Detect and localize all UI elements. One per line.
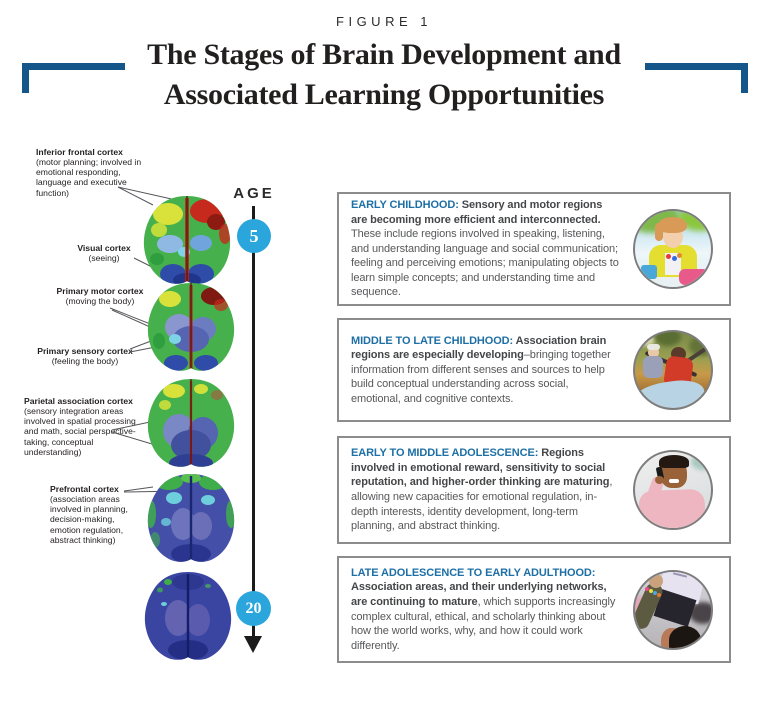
label-name: Primary sensory cortex	[37, 346, 133, 356]
photo-detail	[669, 479, 679, 483]
label-parietal-association-cortex	[24, 396, 138, 457]
label-name: Primary motor cortex	[56, 286, 144, 296]
stage-heading: MIDDLE TO LATE CHILDHOOD:	[351, 334, 514, 347]
brain-scan-age5	[136, 194, 238, 284]
stage-body: These include regions involved in speaking, listening, and understanding language and social communication; feeling and perceiving emotions; manipulating objects to learn simple concepts; and understanding time and sequence.	[351, 228, 619, 299]
photo-detail	[672, 256, 677, 261]
photo-canoeing	[633, 330, 713, 410]
stage-box-early-childhood	[337, 192, 731, 306]
stage-text	[351, 446, 621, 533]
title-bracket-right-corner	[741, 63, 748, 93]
stage-emphasis: Regions involved in emotional reward, sensitivity to social reputation, and higher-order thinking are maturing	[351, 447, 610, 489]
photo-detail	[641, 265, 657, 279]
figure-title	[84, 35, 684, 115]
photo-detail	[659, 455, 689, 468]
label-description: (association areas involved in planning, decision-making, emotion regulation, abstract thinking)	[50, 494, 128, 545]
photo-detail	[679, 269, 709, 285]
label-primary-motor-cortex	[52, 286, 148, 306]
label-name: Prefrontal cortex	[50, 484, 119, 494]
title-bracket-right	[645, 63, 748, 70]
brain-scan-age20	[137, 570, 239, 660]
figure-title-line2: Associated Learning Opportunities	[163, 78, 605, 111]
brain-scan-age16	[140, 472, 242, 562]
stage-emphasis: Association brain regions are especially developing	[351, 334, 607, 362]
photo-detail	[669, 626, 701, 650]
photo-detail	[655, 476, 664, 484]
label-description: (moving the body)	[65, 296, 135, 307]
label-primary-sensory-cortex	[34, 346, 136, 366]
photo-detail	[633, 377, 707, 410]
label-description: (motor planning; involved in emotional responding, language and executive function)	[36, 157, 142, 198]
stage-body: –bringing together information from different senses and sources to help build conceptual understanding across social, emotional, and cognitive contexts.	[351, 349, 611, 405]
stage-text	[351, 566, 621, 653]
age-marker-5: 5	[237, 219, 271, 253]
brain-scan-age12	[140, 377, 242, 467]
age-marker-20: 20	[236, 591, 271, 626]
label-prefrontal-cortex	[50, 484, 140, 545]
title-bracket-left-corner	[22, 63, 29, 93]
stage-heading: EARLY CHILDHOOD:	[351, 199, 459, 212]
stage-body: , allowing new capacities for emotional regulation, in-depth interests, identity development, long-term planning, and abstract thinking.	[351, 476, 613, 533]
photo-early-childhood-girl-playing	[633, 209, 713, 289]
stage-emphasis: Association areas, and their underlying networks, are continuing to mature	[351, 581, 607, 608]
title-bracket-left	[22, 63, 125, 70]
stage-box-middle-late-childhood	[337, 318, 731, 422]
photo-detail	[647, 344, 660, 350]
brain-scan-age8	[140, 281, 242, 371]
photo-detail	[666, 254, 671, 259]
timeline-arrow-icon	[244, 636, 262, 653]
stage-box-late-adolescence-early-adulthood	[337, 556, 731, 663]
photo-detail	[657, 593, 661, 597]
label-description: (seeing)	[88, 253, 120, 264]
photo-detail	[643, 356, 663, 378]
photo-young-adult-holding-sign	[633, 570, 713, 650]
stage-text	[351, 334, 621, 407]
label-description: (sensory integration areas involved in spatial processing and math, social perspective-taking, conceptual understanding)	[24, 406, 136, 457]
photo-detail	[691, 454, 713, 470]
label-visual-cortex	[68, 243, 140, 263]
photo-teen-on-phone	[633, 450, 713, 530]
figure-label: FIGURE 1	[336, 14, 432, 29]
photo-detail	[649, 574, 663, 588]
age-timeline-line	[252, 206, 255, 638]
stage-box-early-middle-adolescence	[337, 436, 731, 544]
label-name: Parietal association cortex	[24, 396, 133, 406]
label-name: Inferior frontal cortex	[36, 147, 123, 157]
stage-heading: EARLY TO MIDDLE ADOLESCENCE:	[351, 447, 539, 460]
figure-title-line1: The Stages of Brain Development and	[147, 38, 621, 71]
stage-emphasis: Sensory and motor regions are becoming more efficient and interconnected.	[351, 199, 603, 226]
label-inferior-frontal-cortex	[36, 147, 146, 198]
photo-detail	[677, 253, 682, 258]
stage-heading: LATE ADOLESCENCE TO EARLY ADULTHOOD:	[351, 566, 596, 579]
label-description: (feeling the body)	[51, 356, 119, 367]
age-axis-label: AGE	[233, 185, 275, 202]
label-name: Visual cortex	[77, 243, 131, 253]
photo-detail	[655, 223, 663, 241]
stage-text	[351, 198, 621, 300]
stage-body: , which supports increasingly complex cultural, ethical, and scholarly thinking about how the world works, why, and how it could work differently.	[351, 595, 616, 652]
photo-detail	[655, 330, 681, 346]
